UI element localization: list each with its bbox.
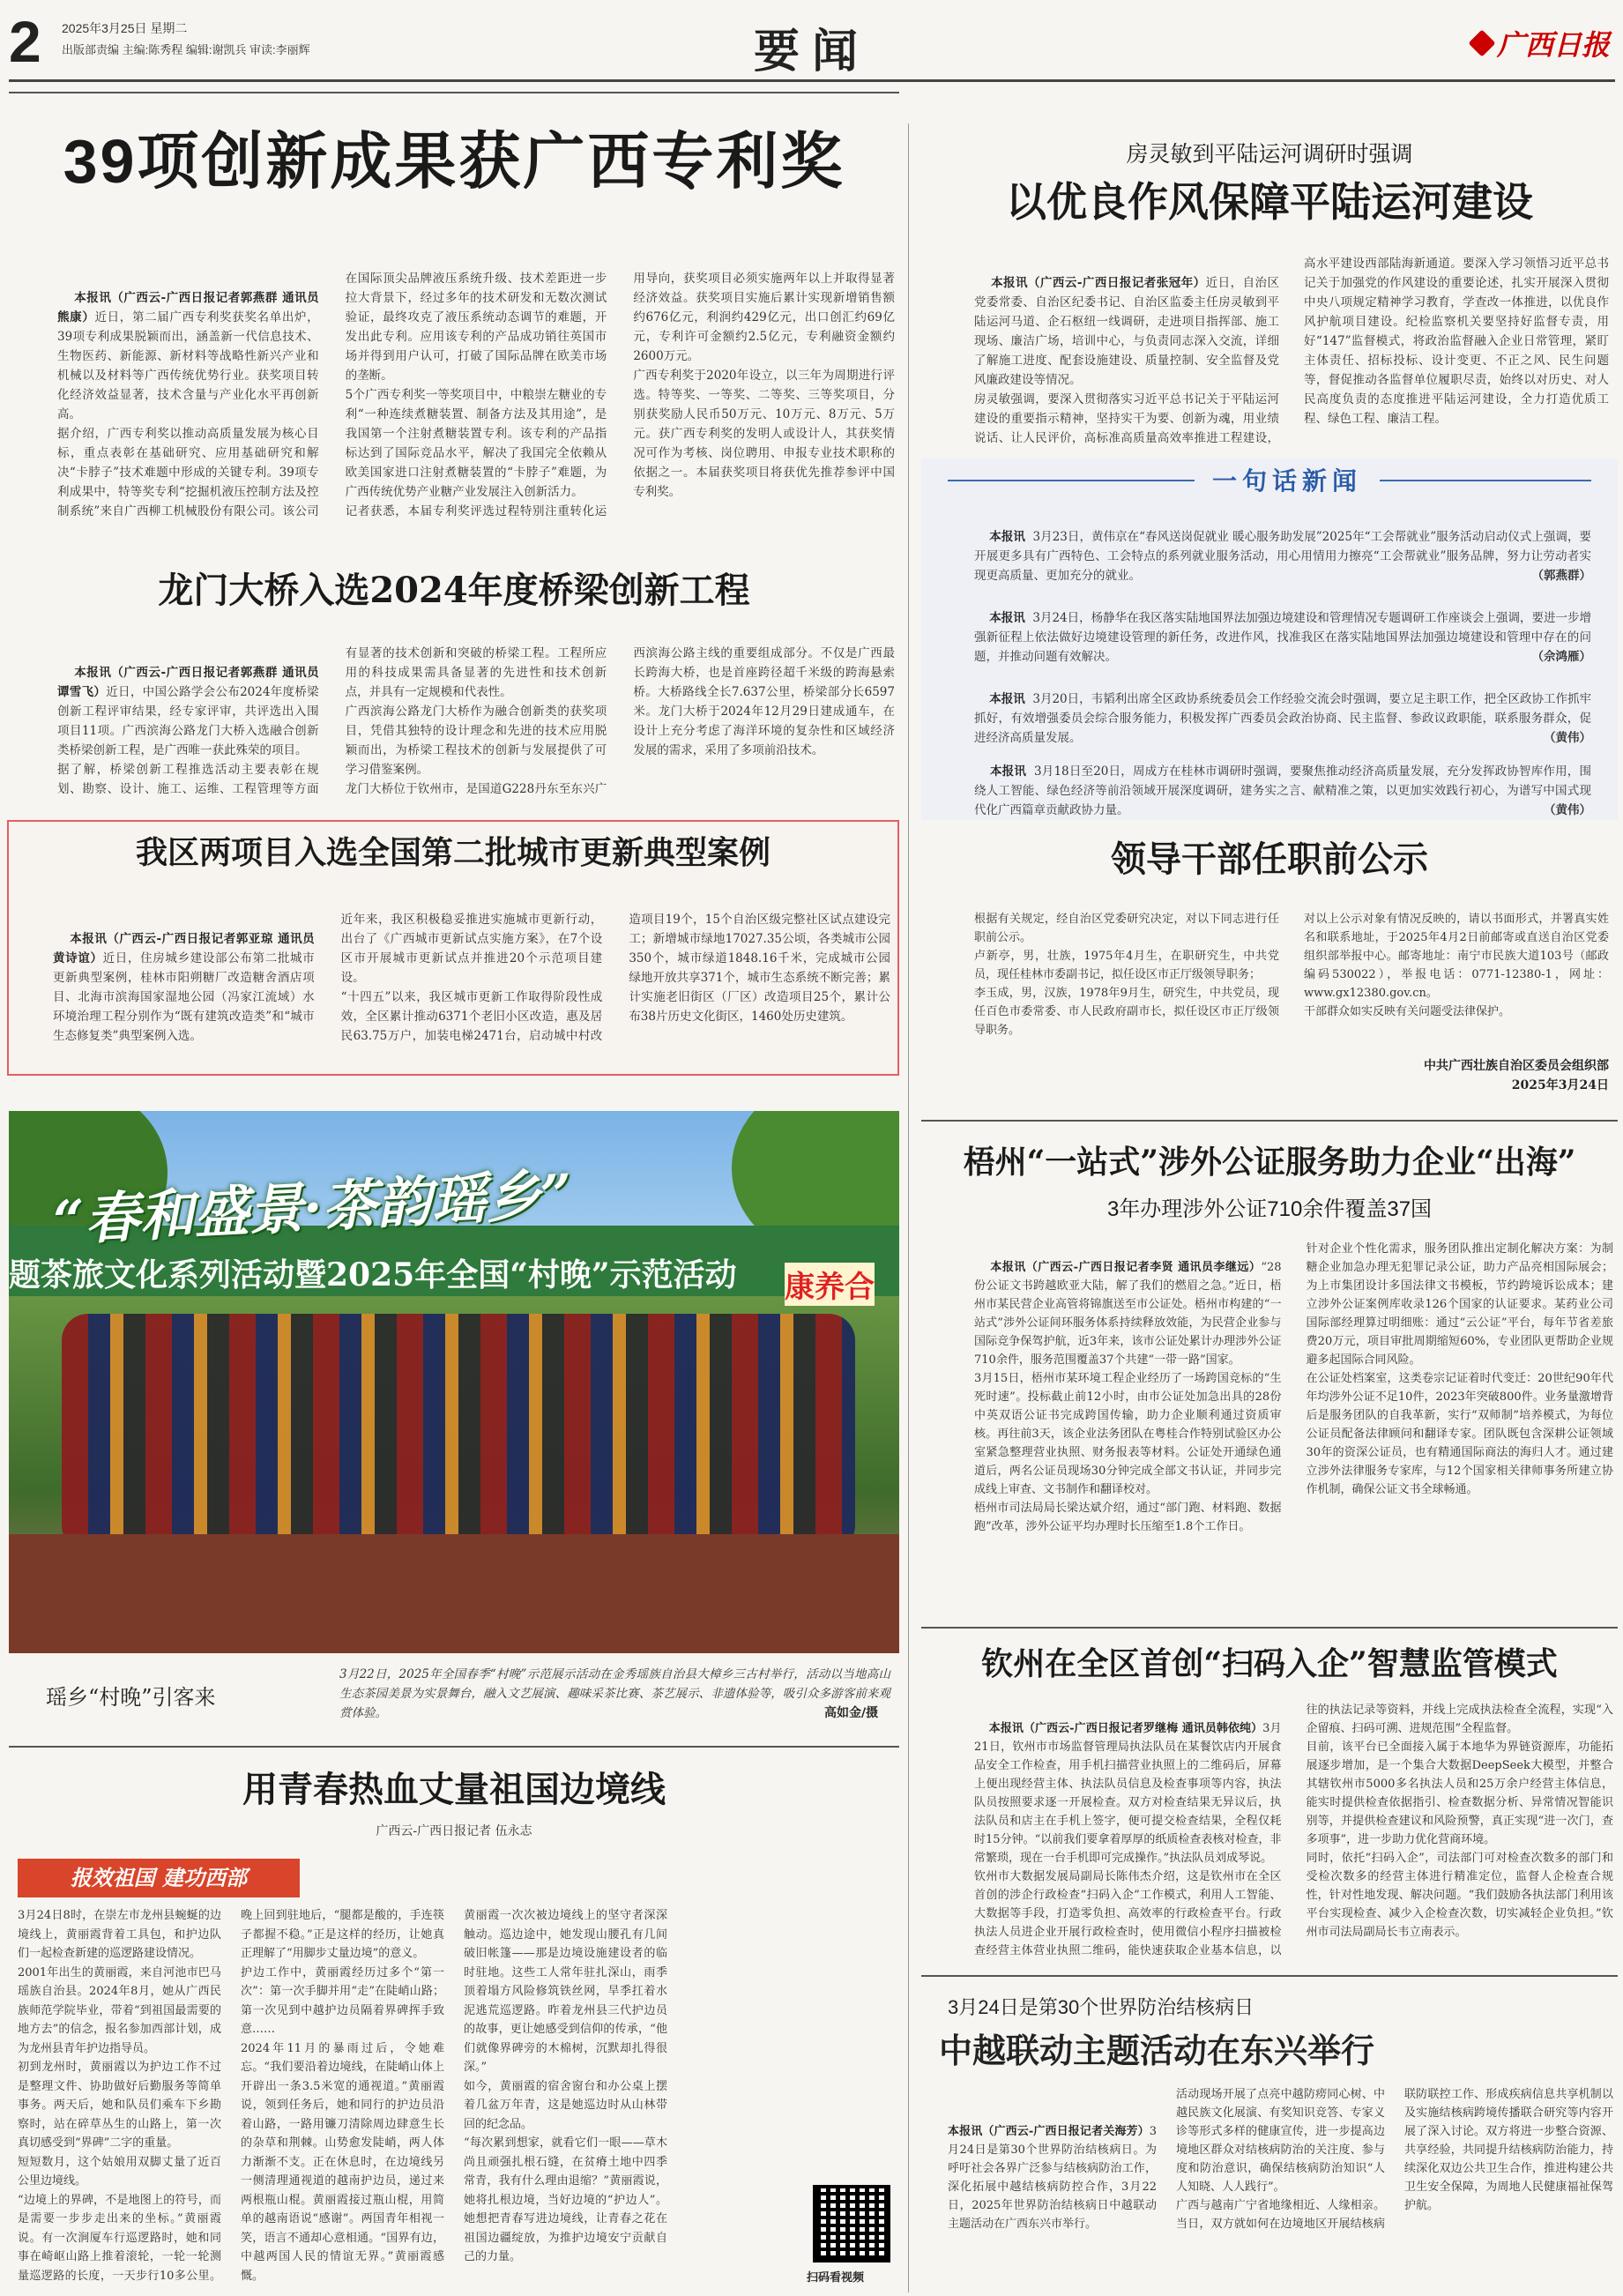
headline: 龙门大桥入选2024年度桥梁创新工程 xyxy=(158,570,750,611)
body-text: 3月24日是第30个世界防治结核病日。为呼吁社会各界广泛参与结核病防治工作，深化拓展中越结核病防控合作，3月22日，2025年世界防治结核病日中越联动主题活动在广西东兴市举行。 活动现场开展了点亮中越防痨同心树、中越民族文化展演、有奖知识竞答、专家义诊等形式多样的健康宣传，进一步提高边境地区群众对结核病防治的关注度、参与度和防治意识，确保结核病防治知识“人人知晓、人人践行”。 广西与越南广宁省地缘相近、人缘相亲。当日，双方就如何在边境地区开展结核病联防联控工作、形成疾病信息共享机制以及实施结核病跨境传播联合研究等内容开展了深入讨论。双方将进一步整合资源、共享经验，共同提升结核病防治能力，持续深化双边公共卫生合作，推进构建公共卫生安全保障，为周地人民健康福祉保驾护航。 xyxy=(948,2088,1613,2231)
dateline: 本报讯（广西云-广西日报记者郭燕群 通讯员谭雪飞） xyxy=(57,666,319,699)
brief-dateline: 本报讯 xyxy=(989,692,1025,706)
body-text: “28份公证文书跨越欧亚大陆，解了我们的燃眉之急。”近日，梧州市某民营企业高管将锦旗送至市公证处。梧州市构建的“一站式”涉外公证间环服务体系持续释放效能，为民营企业参与国际竞争保驾护航，近3年来，该市公证处累计办理涉外公证710余件，服务范围覆盖37个共建“一带一路”国家。 3月15日，梧州市某环境工程企业经历了一场跨国竞标的“生死时速”。投标截止前12小时，由市公证处加急出具的28份中英双语公证书完成跨国传输，助力企业顺利通过资质审核。再往前3天，该企业法务团队在粤桂合作特别试验区办公室紧急整理营业执照、财务报表等材料。公证处开通绿色通道后，两名公证员现场30分钟完成全部文书认证，并同步完成线上审查、文书制作和翻译校对。 梧州市司法局局长梁达斌介绍，通过“部门跑、材料跑、数据跑”改革，涉外公证平均办理时长压缩至1.8个工作日。 针对企业个性化需求，服务团队推出定制化解决方案：为制糖企业加急办理无犯罪记录公证，助力产品亮相国际展会；为上市集团设计多国法律文书模板，节约跨境诉讼成本；建立涉外公证案例库收录126个国家的认证要求。某药业公司国际部经理算过明细账：通过“云公证”平台，每年节省差旅费20万元，项目审批周期缩短60%，专业团队更帮助企业规避多起国际合同风险。 在公证处档案室，这类卷宗记证着时代变迁：20世纪90年代年均涉外公证不足10件，2023年突破800件。业务量激增背后是服务团队的自我革新，实行“双师制”培养模式，为每位公证员配备法律顾问和翻译专家。团队既包含深耕公证领域30年的资深公证员，也有精通国际商法的海归人才。通过建立涉外法律服务专家库，与12个国家相关律师事务所建立协作机制，确保公证文书全球畅通。 xyxy=(974,1242,1613,1533)
photo-credit: 高如金/摄 xyxy=(824,1706,879,1720)
dateline: 本报讯（广西云-广西日报记者关海芳） xyxy=(948,2125,1150,2138)
article-qinzhou-scan xyxy=(921,1627,1618,1966)
headline: 领导干部任职前公示 xyxy=(1111,839,1428,880)
headline: 我区两项目入选全国第二批城市更新典型案例 xyxy=(135,834,771,871)
photo-caption: 3月22日，2025年全国春季“村晚”示范展示活动在金秀瑶族自治县大樟乡三古村举行，活动以当地高山生态茶园美景为实景舞台，融入文艺展演、趣味采茶比赛、茶艺展示、非遗体验等，吸引众多游客前来观赏体验。 xyxy=(339,1667,890,1720)
qr-caption: 扫码看视频 xyxy=(807,2271,865,2285)
brief-item xyxy=(974,742,1591,839)
top-rule xyxy=(9,92,899,93)
headline: 39项创新成果获广西专利奖 xyxy=(63,127,845,196)
subhead: 3年办理涉外公证710余件覆盖37国 xyxy=(1106,1197,1433,1221)
headline: 以优良作风保障平陆运河建设 xyxy=(1006,178,1533,226)
top-rule xyxy=(921,1627,1618,1629)
briefs-title: 一句话新闻 xyxy=(1211,466,1362,496)
date-line: 2025年3月25日 星期二 xyxy=(62,21,188,35)
staff-line: 出版部责编 主编:陈秀程 编辑:谢凯兵 审读:李丽辉 xyxy=(62,43,310,56)
top-rule xyxy=(921,1975,1618,1977)
brief-text: 3月18日至20日，周成方在桂林市调研时强调，要聚焦推动经济高质量发展，充分发挥政协智库作用，围绕人工智能、绿色经济等前沿领域开展深度调研，建务实之言、献精准之策，以更加实效践行初心，为谱写中国式现代化广西篇章贡献政协力量。 xyxy=(974,764,1591,817)
page-number: 2 xyxy=(9,9,41,74)
article-body xyxy=(948,2085,1613,2290)
section-title: 要闻 xyxy=(754,25,871,78)
article-tb-day xyxy=(921,1975,1618,2292)
brief-text: 3月20日，韦韬利出席全区政协系统委员会工作经验交流会时强调，要立足主职工作，把全区政协工作抓牢抓好，有效增强委员会综合服务能力，积极发挥广西委员会政治协商、民主监督、参政议政职能，联系服务群众，促进经济高质量发展。 xyxy=(974,692,1591,745)
article-body xyxy=(974,1240,1613,1601)
brief-byline: （黄伟） xyxy=(1544,803,1591,817)
column-divider xyxy=(908,123,909,2292)
photo-title: 瑶乡“村晚”引客来 xyxy=(46,1685,216,1710)
article-urban-renewal xyxy=(7,820,899,1076)
dateline: 本报讯（广西云-广西日报记者李贤 通讯员李继远） xyxy=(990,1261,1262,1274)
news-briefs xyxy=(921,458,1618,820)
header-rule xyxy=(9,79,1615,82)
body-text: 3月21日，钦州市市场监督管理局执法队员在某餐饮店内开展食品安全工作检查，用手机扫描营业执照上的二维码后，屏幕上便出现经营主体、执法队员信息及检查事项等内容，执法队员按照要求逐一开展检查。双方对检查结果无异议后，执法队员和店主在手机上签字，便可提交检查结果，全程仅耗时15分钟。“以前我们要拿着厚厚的纸质检查表核对检查，非常繁琐，现在一台手机即可完成操作。”执法队员刘成琴说。 钦州市大数据发展局副局长陈伟杰介绍，这是钦州市在全区首创的涉企行政检查“扫码入企”工作模式，利用人工智能、大数据等手段，打造零负担、高效率的行政检查平台。行政执法人员进企业开展行政检查时，使用微信小程序扫描被检查经营主体营业执照二维码，能快速获取企业基本信息，以往的执法记录等资料，并线上完成执法检查全流程，实现“入企留痕、扫码可溯、进规范围”全程监督。 目前，该平台已全面接入属于本地华为界链资源库，功能拓展逐步增加，是一个集合大数据DeepSeek大模型，并整合其辖钦州市5000多名执法人员和25万余户经营主体信息，能实时提供检查依据指引、检查数据分析、异常情况智能识别等，并提供检查建议和风险预警，真正实现“进一次门，查多项事”，进一步助力优化营商环境。 同时，依托“扫码入企”，司法部门可对检查次数多的部门和受检次数多的经营主体进行精准定位，监督人企检查合规性，针对性地发现、解决问题。“我们鼓励各执法部门利用该平台实现检查、减少入企检查次数，切实减轻企业负担。”钦州市司法局副局长韦立南表示。 xyxy=(974,1703,1613,1957)
sign-date: 2025年3月24日 xyxy=(1511,1078,1609,1092)
column-tag: 报效祖国 建功西部 xyxy=(18,1859,300,1897)
brief-byline: （佘鸿雁） xyxy=(1531,650,1591,664)
brief-dateline: 本报讯 xyxy=(989,611,1025,625)
article-body xyxy=(57,644,895,820)
article-body xyxy=(974,1701,1613,1961)
body-text: 近日，住房城乡建设部公布第二批城市更新典型案例，桂林市阳朔糖厂改造糖舍酒店项目、北海市滨海国家湿地公园（冯家江流域）水环境治理工程分别作为“既有建筑改造类”和“城市生态修复类”典型案例入选。 近年来，我区积极稳妥推进实施城市更新行动，出台了《广西城市更新试点实施方案》，在7个设区市开展城市更新试点并推进20个示范项目建设。 “十四五”以来，我区城市更新工作取得阶段性成效，全区累计推动6371个老旧小区改造，惠及居民63.75万户，加装电梯2471台，启动城中村改造项目19个，15个自治区级完整社区试点建设完工；新增城市绿地17027.35公顷，各类城市公园350个，城市绿道1848.16千米，完成城市公园绿地开放共享371个，城市生态系统不断完善；累计实施老旧街区（厂区）改造项目25个，累计公布38片历史文化街区，1460处历史建筑。 xyxy=(53,913,890,1043)
body-text: 近日，自治区党委常委、自治区纪委书记、自治区监委主任房灵敏到平陆运河马道、企石枢纽一线调研，走进项目指挥部、施工现场、廉洁广场，培训中心，与负责同志深入交流，详细了解施工进度、配套设施建设、质量控制、安全监督及党风廉政建设等情况。 房灵敏强调，要深入贯彻落实习近平总书记关于平陆运河建设的重要指示精神，坚持实干为要、创新为魂，用业绩说话、让人民评价，高标准高质量高效率推进工程建设，高水平建设西部陆海新通道。要深入学习领悟习近平总书记关于加强党的作风建设的重要论述，扎实开展深入贯彻中央八项规定精神学习教育，学查改一体推进，以优良作风护航项目建设。纪检监察机关要坚持好监督专责，用好“147”监督模式，将政治监督融入企业日常管理，紧盯主体责任、招标投标、设计变更、不正之风、民生问题等，督促推动各监督单位履职尽责，始终以对历史、对人民高度负责的态度推进平陆运河建设，全力打造优质工程、绿色工程、廉洁工程。 xyxy=(974,257,1609,445)
top-rule xyxy=(921,1120,1618,1122)
photo xyxy=(9,1111,899,1653)
headline: 用青春热血丈量祖国边境线 xyxy=(242,1769,666,1810)
body-text: 近日，中国公路学会公布2024年度桥梁创新工程评审结果，经专家评审，共评选出入围项目11项。广西滨海公路龙门大桥入选融合创新类桥梁创新工程，是广西唯一获此殊荣的项目。 据了解，桥梁创新工程推选活动主要表彰在规划、勘察、设计、施工、运维、工程管理等方面有显著的技术创新和突破的桥梁工程。工程所应用的科技成果需具备显著的先进性和技术创新点，并具有一定规模和代表性。 广西滨海公路龙门大桥作为融合创新类的获奖项目，凭借其独特的设计理念和先进的技术应用脱颖而出，为桥梁工程技术的创新与发展提供了可学习借鉴案例。 龙门大桥位于钦州市，是国道G228丹东至东兴广西滨海公路主线的重要组成部分。不仅是广西最长跨海大桥，也是首座跨径超千米级的跨海悬索桥。大桥路线全长7.637公里，桥梁部分长6597米。龙门大桥于2024年12月29日建成通车，在设计上充分考虑了海洋环境的复杂性和区域经济发展的需求，采用了多项前沿技术。 xyxy=(57,646,895,796)
brief-dateline: 本报讯 xyxy=(989,530,1025,544)
kicker: 3月24日是第30个世界防治结核病日 xyxy=(948,1996,1254,2018)
briefs-rule-right xyxy=(1380,480,1591,481)
article-wuzhou-notary xyxy=(921,1120,1618,1614)
headline: 梧州“一站式”涉外公证服务助力企业“出海” xyxy=(963,1144,1576,1181)
top-rule xyxy=(9,1746,899,1748)
stage-floor xyxy=(9,1534,899,1653)
dateline: 本报讯（广西云-广西日报记者张冠年） xyxy=(991,276,1206,290)
headline: 钦州在全区首创“扫码入企”智慧监管模式 xyxy=(981,1645,1558,1682)
article-border-youth xyxy=(9,1746,899,2292)
sign-org: 中共广西壮族自治区委员会组织部 xyxy=(1424,1059,1609,1073)
brief-text: 3月23日，黄伟京在“春风送岗促就业 暖心服务助发展”2025年“工会帮就业”服务活动启动仪式上强调，要开展更多具有广西特色、工会特点的系列就业服务活动，用心用情用力擦亮“工会帮就业”服务品牌，努力让劳动者实现更高质量、更加充分的就业。 xyxy=(974,530,1591,583)
newspaper-logo xyxy=(1472,23,1610,63)
qr-code xyxy=(813,2185,890,2262)
dateline: 本报讯（广西云-广西日报记者罗继梅 通讯员韩依纯） xyxy=(988,1722,1263,1735)
article-body: 根据有关规定，经自治区党委研究决定，对以下同志进行任职前公示。 卢新亭，男，壮族，1975年4月生，在职研究生，中共党员，现任桂林市委副书记，拟任设区市正厅级领导职务； 李玉成，男，汉族，1978年9月生，研究生，中共党员，现任百色市委常委、市人民政府副市长，拟任设区市正厅级领导职务。 对以上公示对象有情况反映的，请以书面形式，并署真实姓名和联系地址，于2025年4月2日前邮寄或直送自治区党委组织部举报中心。邮寄地址：南宁市民族大道103号（邮政编码530022），举报电话：0771-12380-1，网址：www.gx12380.gov.cn。 干部群众如实反映有关问题受法律保护。 xyxy=(974,913,1609,1037)
logo-text: 广西日报 xyxy=(1497,28,1611,62)
corner-banner-text: 康养合 xyxy=(785,1263,875,1306)
article-body: 3月24日8时，在崇左市龙州县蜿蜒的边境线上，黄丽霞背着工具包，和护边队们一起检查新建的巡逻路建设情况。 2001年出生的黄丽霞，来自河池市巴马瑶族自治县。2024年8月，她从广西民族师范学院毕业，带着“到祖国最需要的地方去”的信念，报名参加西部计划，成为龙州县青年护边指导员。 初到龙州时，黄丽霞以为护边工作不过是整理文件、协助做好后勤服务等简单事务。两天后，她和队员们乘车下乡勘察时，站在碎草丛生的山路上，第一次真切感受到“界碑”二字的重量。 短短数月，这个姑娘用双脚丈量了近百公里边境线。 “边境上的界碑，不是地图上的符号，而是需要一步步走出来的坐标。”黄丽霞说。有一次涧厦车行巡逻路时，她和同事在崎岖山路上推着滚轮，一轮一轮测量巡逻路的长度，一天步行10多公里。晚上回到驻地后，“腿都是酸的，手连筷子都握不稳。”正是这样的经历，让她真正理解了“用脚步丈量边境”的意义。 护边工作中，黄丽霞经历过多个“第一次”：第一次手脚并用“走”在陡峭山路；第一次见到中越护边员隔着界碑挥手致意…… 2024年11月的暴雨过后，令她难忘。“我们要沿着边境线，在陡峭山体上开辟出一条3.5米宽的通视道。”黄丽霞说，领到任务后，她和同行的护边员沿着山路，一路用镰刀清除周边肆意生长的杂草和荆棘。山势愈发陡峭，两人体力渐渐不支。正在休息时，在边境线另一侧清理通视道的越南护边员，递过来两根瓶山棍。黄丽霞接过瓶山棍，用简单的越南语说“感谢”。两国青年相视一笑，语言不通却心意相通。“国界有边，中越两国人民的情谊无界。”黄丽霞感慨。 黄丽霞一次次被边境线上的坚守者深深触动。巡边途中，她发现山腰孔有几间破旧帐篷——那是边境设施建设者的临时驻地。这些工人常年驻扎深山，雨季顶着塌方风险修筑铁丝网，旱季扛着水泥逃荒巡逻路。昨着龙州县三代护边员的故事，更让她感受到信仰的传承，“他们就像界碑旁的木棉树，沉默却扎得很深。” 如今，黄丽霞的宿舍窗台和办公桌上摆着几盆万年青，这是她巡边时从山林带回的纪念品。 “每次累到想家，就看它们一眼——草木尚且顽强扎根石缝，在贫瘠土地中四季常青，我有什么理由退缩？”黄丽霞说，她将扎根边境，当好边境的“护边人”。她想把青春写进边境线，让青春之花在祖国边疆绽放，为推护边境安宁贡献自己的力量。 xyxy=(18,1909,667,2283)
performers xyxy=(62,1314,855,1552)
body-text: 近日，第二届广西专利奖获奖名单出炉，39项专利成果脱颖而出，涵盖新一代信息技术、生物医药、新能源、新材料等战略性新兴产业和机械以及材料等广西传统优势行业。获奖项目转化经济效益显著，技术含量与产业化水平再创新高。 据介绍，广西专利奖以推动高质量发展为核心目标，重点表彰在基础研究、应用基础研究和解决“卡脖子”技术难题中形成的关键专利。39项专利成果中，特等奖专利“挖掘机液压控制方法及控制系统”来自广西柳工机械股份有限公司。该公司在国际顶尖品牌液压系统升级、技术差距进一步拉大背景下，经过多年的技术研发和无数次测试验证，最终攻克了液压系统动态调节的难题，开发出此专利。应用该专利的产品成功销往英国市场并得到用户认可，打破了国际品牌在欧美市场的垄断。 5个广西专利奖一等奖项目中，中粮崇左糖业的专利“一种连续煮糖装置、制备方法及其用途”，是我国第一个注射煮糖装置专利。该专利的产品指标达到了国际竞品水平，解决了我国完全依赖从欧美国家进口注射煮糖装置的“卡脖子”难题，为广西传统优势产业糖产业发展注入创新活力。 记者获悉，本届专利奖评选过程特别注重转化运用导向，获奖项目必须实施两年以上并取得显著经济效益。获奖项目实施后累计实现新增销售额约676亿元，利润约429亿元，出口创汇约69亿元，专利许可金额约2.5亿元，专利融资金额约2600万元。 广西专利奖于2020年设立，以三年为周期进行评选。特等奖、一等奖、二等奖、三等奖项目，分别获奖励人民币50万元、10万元、8万元、5万元。获广西专利奖的发明人或设计人，其获奖情况可作为考核、岗位聘用、申报专业技术职称的依据之一。本届获奖项目将获优先推荐参评中国专利奖。 xyxy=(57,272,895,518)
dateline: 本报讯（广西云-广西日报记者郭燕群 通讯员熊康） xyxy=(57,291,319,324)
article-body xyxy=(53,910,890,1069)
brief-byline: （黄伟） xyxy=(1544,731,1591,745)
article-cadre-notice xyxy=(921,829,1618,1093)
kicker: 房灵敏到平陆运河调研时强调 xyxy=(1126,141,1413,167)
banner-text: “春和盛景·茶韵瑶乡” xyxy=(51,1161,574,1254)
sub-banner-text: 题茶旅文化系列活动暨2025年全国“村晚”示范活动 xyxy=(9,1256,737,1293)
logo-mark-icon xyxy=(1468,29,1495,56)
brief-dateline: 本报讯 xyxy=(989,764,1027,779)
headline: 中越联动主题活动在东兴举行 xyxy=(939,2031,1375,2070)
byline: 广西云-广西日报记者 伍永志 xyxy=(376,1824,532,1838)
brief-byline: （郭燕群） xyxy=(1531,569,1591,583)
briefs-rule-left xyxy=(948,480,1195,481)
brief-text: 3月24日，杨静华在我区落实陆地国界法加强边境建设和管理情况专题调研工作座谈会上强调，要进一步增强新征程上依法做好边境建设管理的新任务，改进作风，找准我区在落实陆地国界法加强边境建设和管理中存在的问题，并推动问题有效解决。 xyxy=(974,611,1591,664)
dateline: 本报讯（广西云-广西日报记者郭亚琼 通讯员黄诗谊） xyxy=(53,932,315,965)
